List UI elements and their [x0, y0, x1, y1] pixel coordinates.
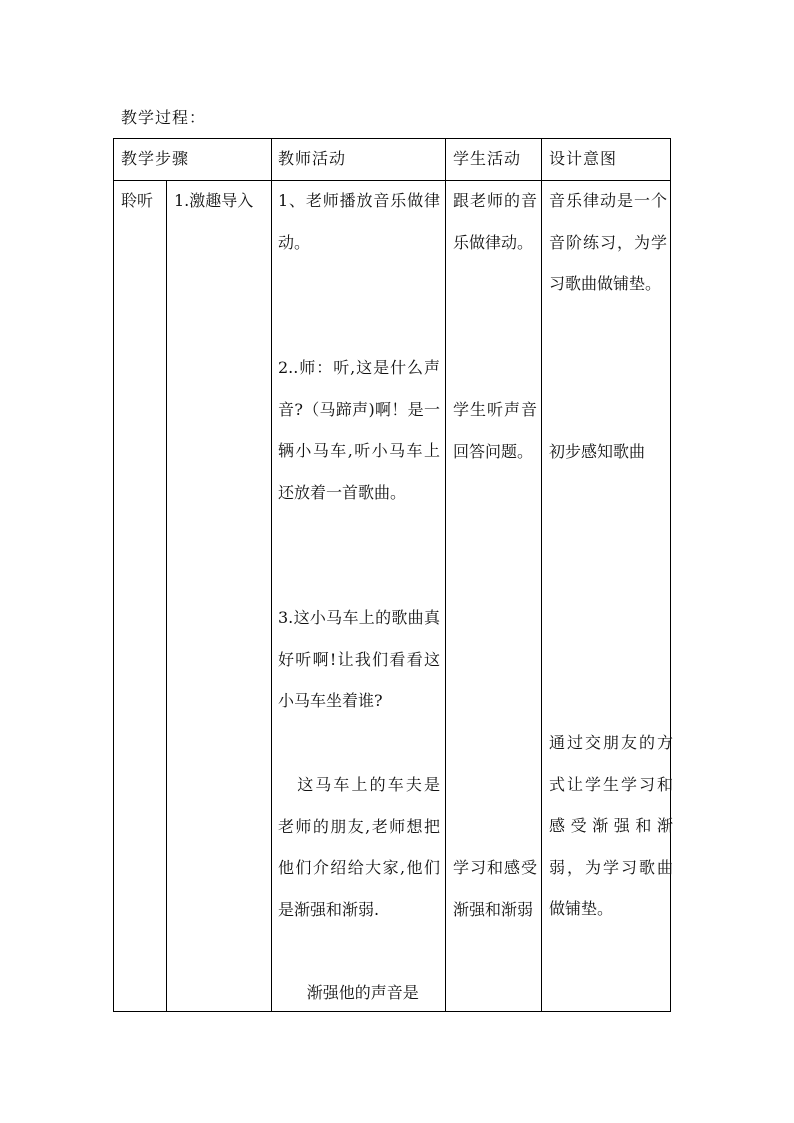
- teacher-activity-1: 1、老师播放音乐做律动。: [278, 191, 440, 252]
- teacher-activity-4: 这马车上的车夫是老师的朋友,老师想把他们介绍给大家,他们是渐强和渐弱.: [278, 775, 440, 919]
- teaching-process-table: [113, 138, 671, 1012]
- design-intent-3: 通过交朋友的方式让学生学习和感受渐强和渐弱，为学习歌曲做铺垫。: [549, 733, 673, 919]
- design-intent-2: 初步感知歌曲: [549, 442, 646, 461]
- header-teacher-activity: 教师活动: [278, 149, 347, 168]
- header-teaching-step: 教学步骤: [121, 149, 190, 168]
- col-divider-4: [541, 139, 542, 1011]
- col-divider-3: [445, 139, 446, 1011]
- teacher-activity-2: 2..师：听,这是什么声音?（马蹄声)啊！是一辆小马车,听小马车上还放着一首歌曲。: [278, 358, 440, 502]
- section-heading: 教学过程：: [121, 108, 207, 127]
- header-design-intent: 设计意图: [549, 149, 618, 168]
- student-activity-3: 学习和感受渐强和渐弱: [453, 858, 537, 919]
- col-divider-2: [271, 139, 272, 1011]
- student-activity-1: 跟老师的音乐做律动。: [453, 191, 537, 252]
- phase-label: 聆听: [121, 191, 154, 210]
- teacher-activity-3: 3.这小马车上的歌曲真好听啊!让我们看看这小马车坐着谁?: [278, 608, 440, 711]
- substep-label: 1.激趣导入: [174, 191, 254, 210]
- student-activity-2: 学生听声音回答问题。: [453, 400, 537, 461]
- design-intent-1: 音乐律动是一个音阶练习，为学习歌曲做铺垫。: [549, 191, 667, 294]
- header-student-activity: 学生活动: [453, 149, 522, 168]
- col-divider-1: [166, 139, 167, 1011]
- teacher-activity-5: 渐强他的声音是: [306, 983, 419, 1002]
